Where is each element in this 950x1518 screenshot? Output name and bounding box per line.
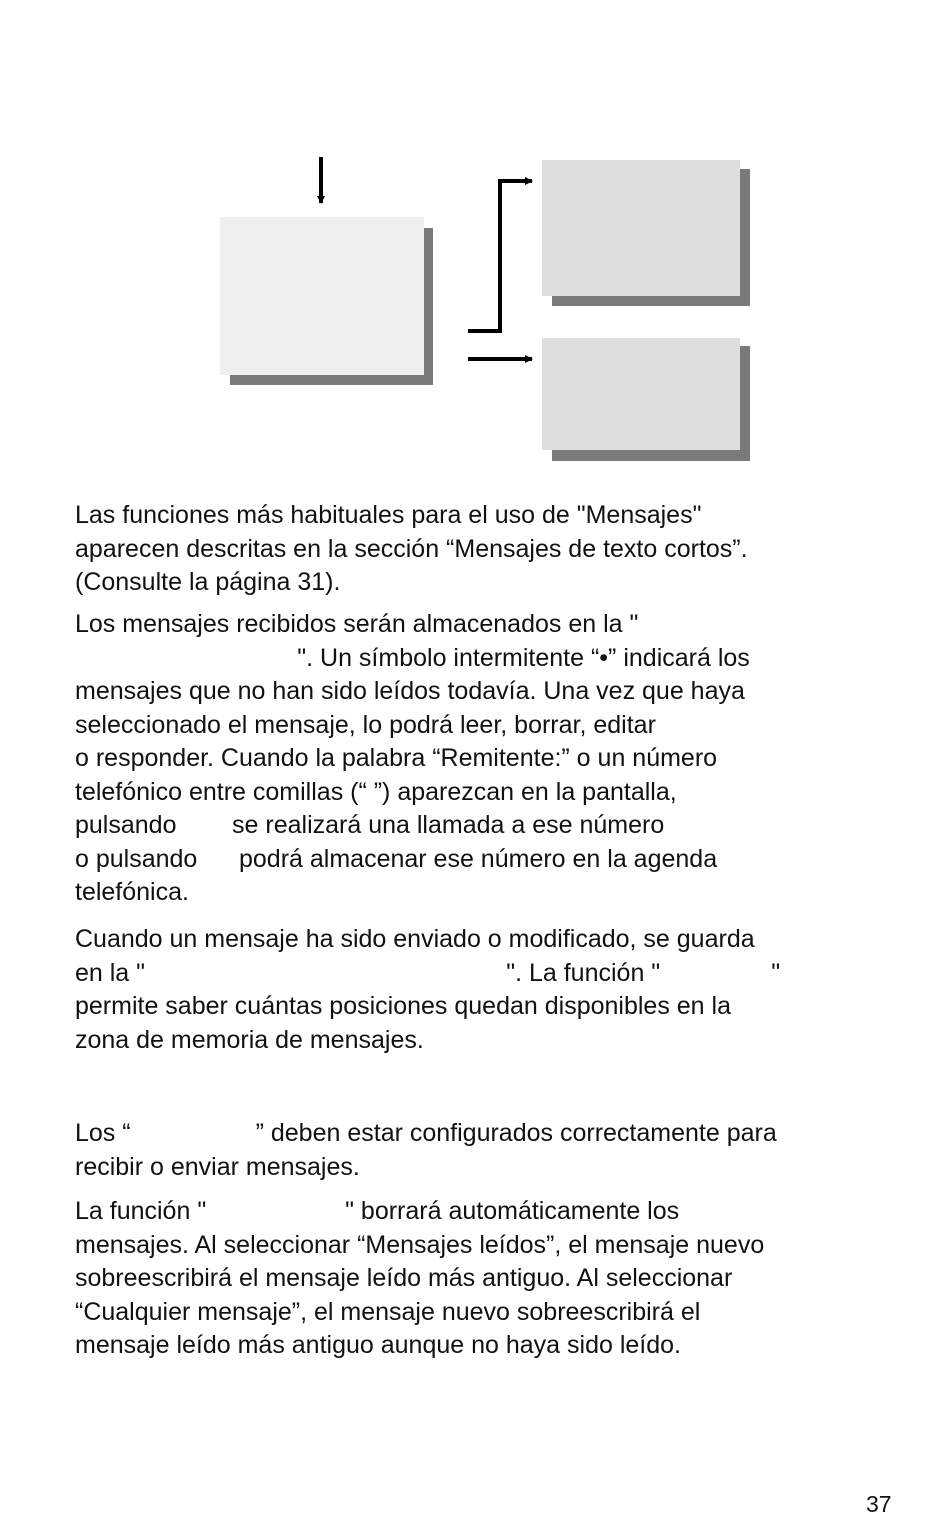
paragraph-functions: Las funciones más habituales para el uso de "Mensajes" aparecen descritas en la sección “Mensajes de texto cortos”. (Consulte la página 31). [75, 501, 748, 596]
paragraph-auto-delete: La función " " borrará automáticamente los mensajes. Al seleccionar “Mensajes leídos”, el mensaje nuevo sobreescribirá el mensaje leído más antiguo. Al seleccionar “Cualquier mensaje”, el mensaje nuevo sobreescribirá el mensaje leído más antiguo aunque no haya sido leído. [75, 1197, 765, 1359]
submenu-box-lower [542, 338, 740, 450]
page-number: 37 [866, 1491, 892, 1517]
paragraph-settings: Los “ ” deben estar configurados correctamente para recibir o enviar mensajes. [75, 1119, 777, 1181]
paragraph-sent-messages: Cuando un mensaje ha sido enviado o modificado, se guarda en la " ". La función " " permite saber cuántas posiciones quedan disponibles en la zona de memoria de mensajes. [75, 925, 781, 1054]
menu-flow-diagram [0, 0, 950, 480]
paragraph-received-messages: Los mensajes recibidos serán almacenados en la " ". Un símbolo intermitente “•” indicará los mensajes que no han sido leídos todavía. Una vez que haya seleccionado el mensaje, lo podrá leer, borrar, editar o responder. Cuando la palabra “Remitente:” o un número telefónico entre comillas (“ ”) aparezcan en la pantalla, pulsando se realizará una llamada a ese número o pulsando podrá almacenar ese número en la agenda telefónica. [75, 610, 750, 906]
submenu-box-upper [542, 160, 740, 296]
branch-arrow-upper [468, 181, 532, 331]
menu-box [220, 217, 424, 375]
